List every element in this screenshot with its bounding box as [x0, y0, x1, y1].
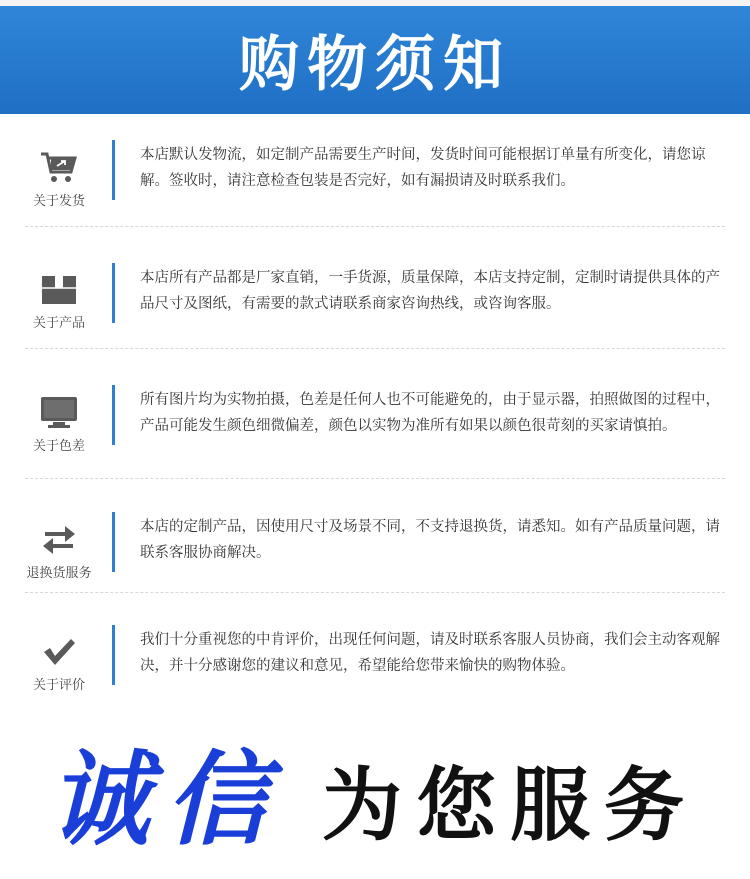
monitor-icon	[39, 395, 79, 429]
divider	[25, 478, 725, 479]
section-icon-col	[0, 365, 118, 483]
section-label: 关于色差	[32, 438, 85, 454]
header-banner	[0, 6, 750, 114]
section-text: 所有图片均为实物拍摄，色差是任何人也不可能避免的，由于显示器，拍照做图的过程中，产品可能发生颜色细微偏差，颜色以实物为准所有如果以颜色很苛刻的买家请慎拍。	[140, 392, 720, 434]
section-label: 退换货服务	[26, 565, 92, 581]
section-text: 本店的定制产品，因使用尺寸及场景不同，不支持退换货，请悉知。如有产品质量问题，请联系客服协商解决。	[140, 519, 720, 561]
exchange-icon	[41, 522, 77, 556]
divider	[25, 348, 725, 349]
accent-bar	[112, 625, 115, 685]
cart-icon	[39, 150, 79, 184]
section-label: 关于产品	[32, 315, 85, 331]
page-title: 购物须知	[239, 30, 511, 100]
section-label: 关于评价	[32, 677, 85, 693]
accent-bar	[112, 140, 115, 200]
section-icon-col	[0, 243, 118, 361]
section-label: 关于发货	[32, 193, 85, 209]
motto-banner	[0, 705, 750, 860]
section-shipping	[0, 120, 750, 238]
section-text: 本店默认发物流，如定制产品需要生产时间，发货时间可能根据订单量有所变化，请您谅解。签收时，请注意检查包装是否完好，如有漏损请及时联系我们。	[140, 147, 706, 189]
accent-bar	[112, 385, 115, 445]
divider	[25, 226, 725, 227]
motto-integrity: 诚信	[48, 740, 284, 860]
section-icon-col	[0, 120, 118, 238]
accent-bar	[112, 512, 115, 572]
motto-service: 为您服务	[322, 758, 698, 852]
section-text: 我们十分重视您的中肯评价，出现任何问题，请及时联系客服人员协商，我们会主动客观解决，并十分感谢您的建议和意见，希望能给您带来愉快的购物体验。	[140, 632, 720, 674]
section-text: 本店所有产品都是厂家直销，一手货源，质量保障，本店支持定制，定制时请提供具体的产品尺寸及图纸，有需要的款式请联系商家咨询热线，或咨询客服。	[140, 270, 720, 312]
checkmark-icon	[41, 636, 77, 668]
divider	[25, 592, 725, 593]
section-product	[0, 243, 750, 361]
section-color	[0, 365, 750, 483]
accent-bar	[112, 263, 115, 323]
box-icon	[40, 274, 78, 306]
